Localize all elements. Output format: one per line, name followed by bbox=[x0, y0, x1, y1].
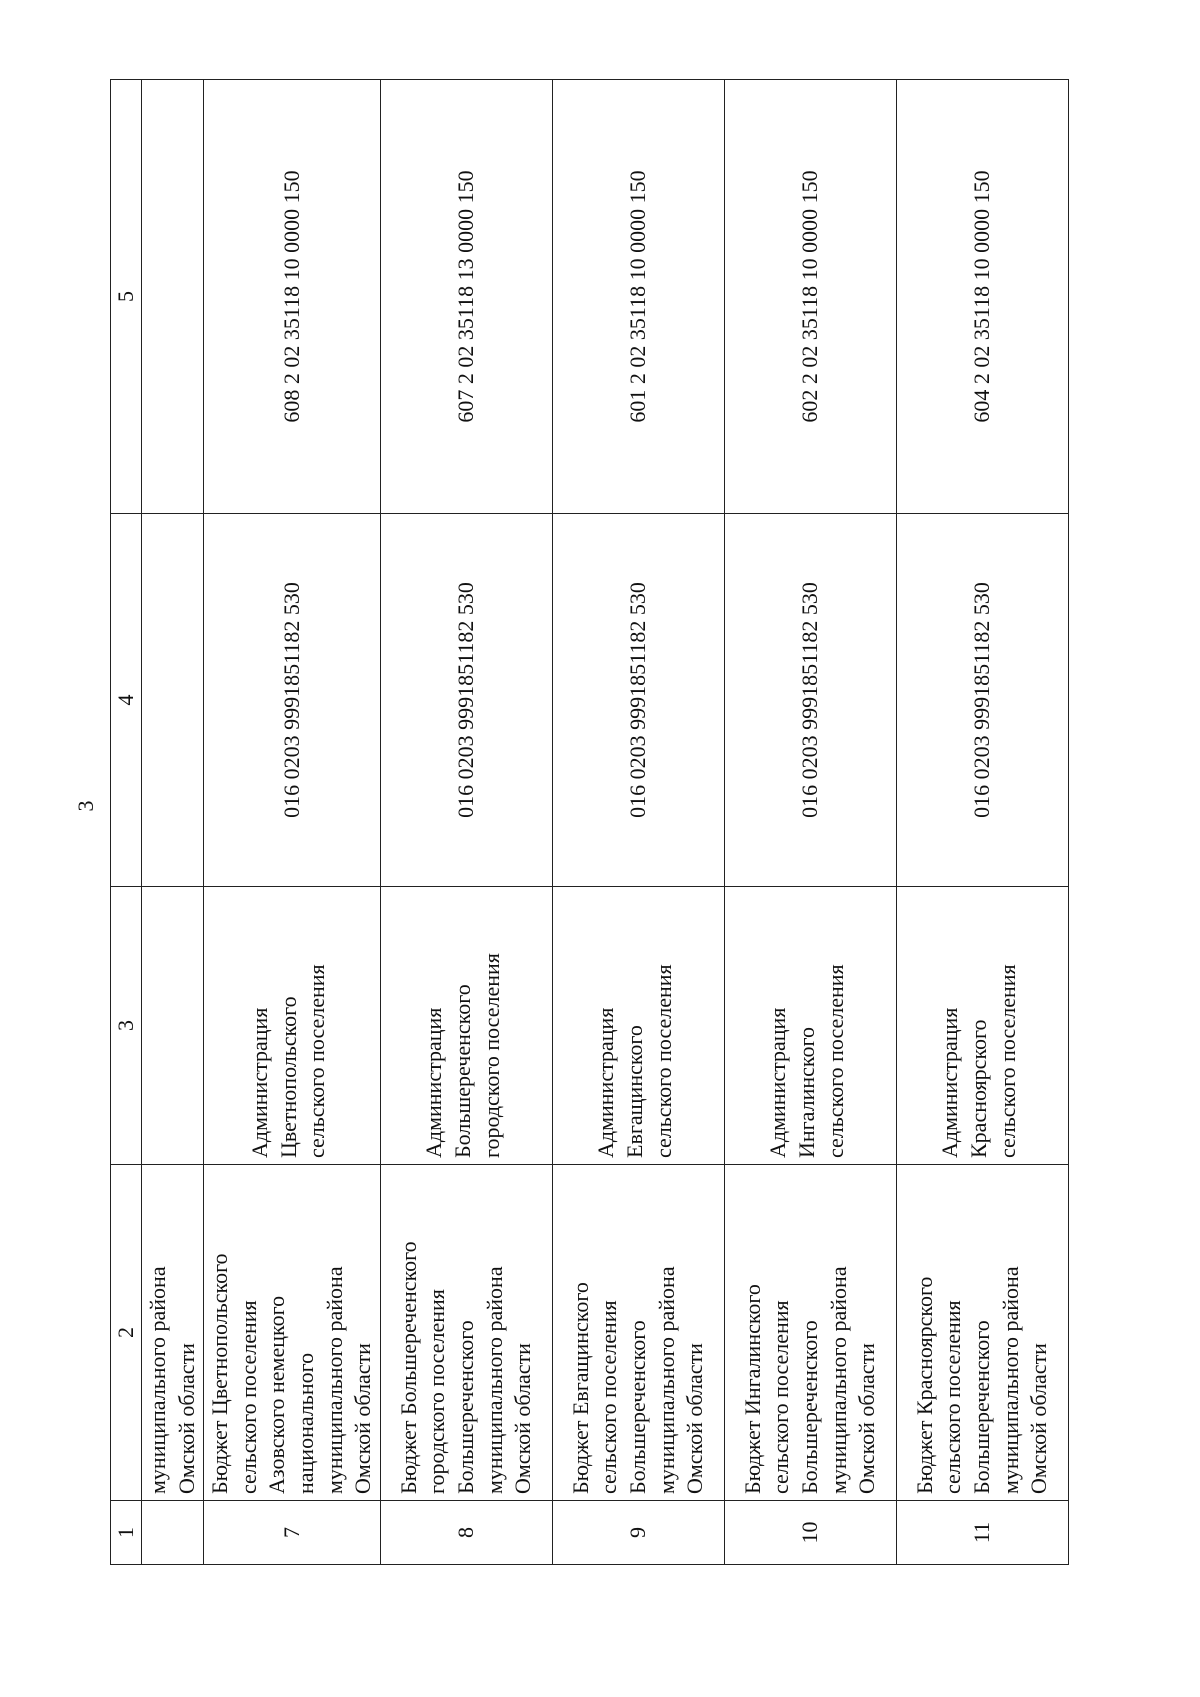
table-row-continuation bbox=[142, 80, 204, 1565]
budget-table bbox=[110, 79, 1069, 1565]
expense-code bbox=[142, 514, 204, 887]
table-header-row bbox=[111, 80, 142, 1565]
revenue-code: 604 2 02 35118 10 0000 150 bbox=[896, 80, 1068, 514]
administrator-name: Администрация Евгащинского сельского поселения bbox=[552, 887, 724, 1165]
expense-code: 016 0203 9991851182 530 bbox=[552, 514, 724, 887]
column-header: 5 bbox=[111, 80, 142, 514]
row-number: 8 bbox=[380, 1501, 552, 1565]
row-number: 10 bbox=[724, 1501, 896, 1565]
administrator-name: Администрация Красноярского сельского поселения bbox=[896, 887, 1068, 1165]
table-row bbox=[380, 80, 552, 1565]
expense-code: 016 0203 9991851182 530 bbox=[724, 514, 896, 887]
budget-name: Бюджет Ингалинского сельского поселения Большереченского муниципального района Омской области bbox=[724, 1165, 896, 1501]
budget-name: Бюджет Евгащинского сельского поселения Большереченского муниципального района Омской области bbox=[552, 1165, 724, 1501]
revenue-code bbox=[142, 80, 204, 514]
revenue-code: 608 2 02 35118 10 0000 150 bbox=[204, 80, 381, 514]
administrator-name bbox=[142, 887, 204, 1165]
column-header: 3 bbox=[111, 887, 142, 1165]
revenue-code: 607 2 02 35118 13 0000 150 bbox=[380, 80, 552, 514]
administrator-name: Администрация Большереченского городского поселения bbox=[380, 887, 552, 1165]
revenue-code: 601 2 02 35118 10 0000 150 bbox=[552, 80, 724, 514]
column-header: 2 bbox=[111, 1165, 142, 1501]
budget-name: Бюджет Красноярского сельского поселения Большереченского муниципального района Омской области bbox=[896, 1165, 1068, 1501]
table-row bbox=[552, 80, 724, 1565]
row-number: 9 bbox=[552, 1501, 724, 1565]
row-number bbox=[142, 1501, 204, 1565]
expense-code: 016 0203 9991851182 530 bbox=[896, 514, 1068, 887]
administrator-name: Администрация Ингалинского сельского поселения bbox=[724, 887, 896, 1165]
column-header: 1 bbox=[111, 1501, 142, 1565]
page-number: 3 bbox=[73, 800, 98, 812]
budget-name: Бюджет Цветнопольского сельского поселения Азовского немецкого национального муниципального района Омской области bbox=[204, 1165, 381, 1501]
budget-name: муниципального района Омской области bbox=[142, 1165, 204, 1501]
row-number: 11 bbox=[896, 1501, 1068, 1565]
expense-code: 016 0203 9991851182 530 bbox=[204, 514, 381, 887]
row-number: 7 bbox=[204, 1501, 381, 1565]
column-header: 4 bbox=[111, 514, 142, 887]
table-row bbox=[204, 80, 381, 1565]
expense-code: 016 0203 9991851182 530 bbox=[380, 514, 552, 887]
administrator-name: Администрация Цветнопольского сельского поселения bbox=[204, 887, 381, 1165]
rotated-table-container bbox=[110, 80, 1200, 1565]
revenue-code: 602 2 02 35118 10 0000 150 bbox=[724, 80, 896, 514]
table-row bbox=[724, 80, 896, 1565]
budget-name: Бюджет Большереченского городского поселения Большереченского муниципального района Омской области bbox=[380, 1165, 552, 1501]
table-row bbox=[896, 80, 1068, 1565]
